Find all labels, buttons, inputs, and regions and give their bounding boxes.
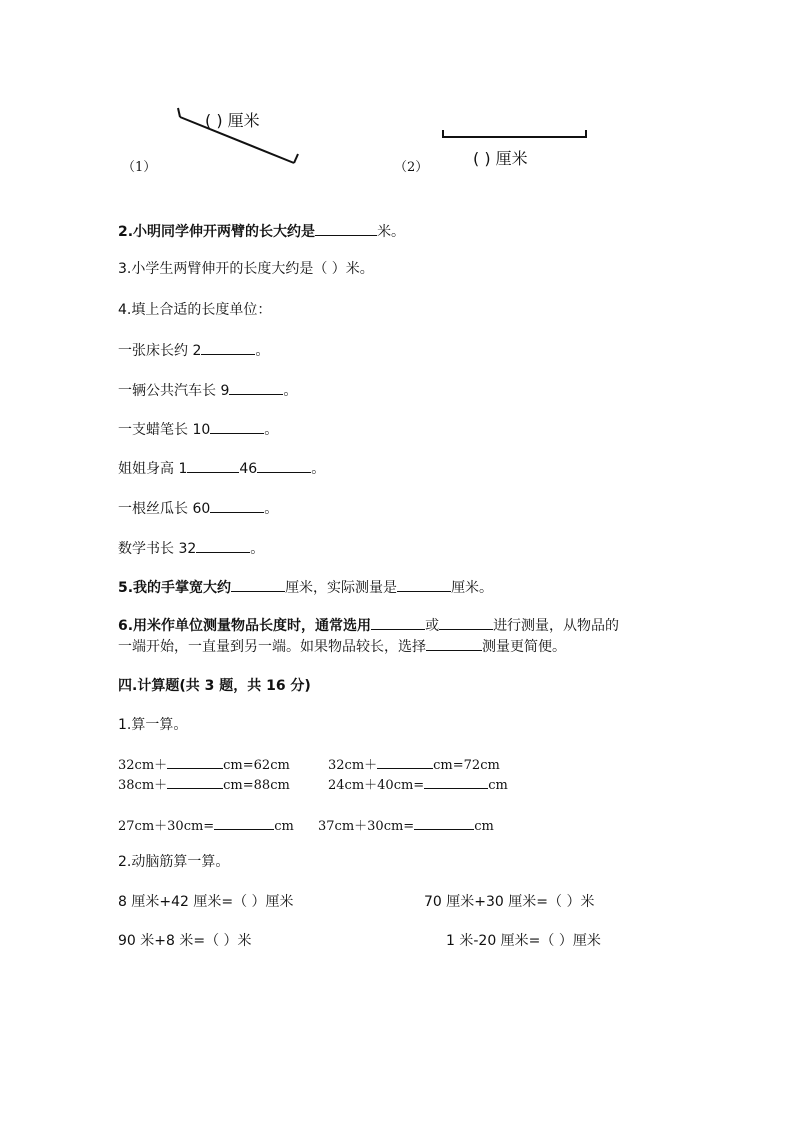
q6-text-or: 或 <box>425 618 440 634</box>
answer-blank[interactable] <box>315 221 377 236</box>
answer-blank[interactable] <box>257 458 311 473</box>
calc-text: cm=88cm <box>223 778 290 793</box>
q4-item-mid: 46 <box>239 461 258 477</box>
q4-item-sister <box>118 458 325 478</box>
calc-text: cm <box>474 819 494 834</box>
question-4-title: 4.填上合适的长度单位： <box>118 302 272 318</box>
calc-text: 32cm＋ <box>328 758 378 773</box>
answer-blank[interactable] <box>210 419 264 434</box>
fig1-label: （1） <box>122 160 157 175</box>
answer-blank[interactable] <box>210 498 264 513</box>
q5-text-mid: 厘米，实际测量是 <box>285 580 398 596</box>
q6-text-line2-end: 测量更简便。 <box>482 639 566 655</box>
calc-1-row-2-left <box>118 776 290 794</box>
answer-blank[interactable] <box>201 340 255 355</box>
q6-text-line2: 一端开始，一直量到另一端。如果物品较长，选择 <box>118 639 426 655</box>
answer-blank[interactable] <box>414 817 474 830</box>
calc-text: 37cm＋30cm= <box>318 819 415 834</box>
q4-item-end: 。 <box>283 383 298 399</box>
q4-item-end: 。 <box>311 461 326 477</box>
q4-item-bus <box>118 380 297 400</box>
q4-item-end: 。 <box>255 343 270 359</box>
q4-item-text: 一张床长约 2 <box>118 343 202 359</box>
q4-item-text: 数学书长 32 <box>118 541 197 557</box>
q6-text-end: 进行测量，从物品的 <box>493 618 620 634</box>
q4-item-crayon <box>118 419 278 439</box>
q6-text: 6.用米作单位测量物品长度时，通常选用 <box>118 618 372 634</box>
q4-item-bed <box>118 340 269 360</box>
q4-item-text: 一辆公共汽车长 9 <box>118 383 230 399</box>
calc-text: 24cm＋40cm= <box>328 778 425 793</box>
calc-2-expr-2: 70 厘米+30 厘米=（ ）米 <box>424 894 595 910</box>
fig2-caption: ( ) 厘米 <box>473 149 528 168</box>
question-6-line-1 <box>118 615 619 635</box>
fig1-caption: ( ) 厘米 <box>205 111 260 130</box>
calc-1-row-2-right <box>328 776 508 794</box>
q5-text: 5.我的手掌宽大约 <box>118 580 232 596</box>
question-5 <box>118 577 493 597</box>
calc-1-row-3-left <box>118 817 294 835</box>
section-4-title: 四.计算题(共 3 题，共 16 分) <box>118 678 311 694</box>
calc-1-title: 1.算一算。 <box>118 717 188 733</box>
answer-blank[interactable] <box>229 380 283 395</box>
answer-blank[interactable] <box>167 776 223 789</box>
calc-2-title: 2.动脑筋算一算。 <box>118 854 230 870</box>
answer-blank[interactable] <box>424 776 488 789</box>
calc-text: 27cm＋30cm= <box>118 819 215 834</box>
calc-text: 32cm＋ <box>118 758 168 773</box>
q4-item-end: 。 <box>264 501 279 517</box>
calc-text: cm <box>274 819 294 834</box>
q2-unit: 米。 <box>377 224 406 240</box>
question-3: 3.小学生两臂伸开的长度大约是（ ）米。 <box>118 261 374 277</box>
calc-2-expr-3: 90 米+8 米=（ ）米 <box>118 933 252 949</box>
q4-item-text: 一支蜡笔长 10 <box>118 422 211 438</box>
answer-blank[interactable] <box>371 615 425 630</box>
answer-blank[interactable] <box>426 636 482 651</box>
q4-item-end: 。 <box>264 422 279 438</box>
q2-text: 2.小明同学伸开两臂的长大约是 <box>118 224 316 240</box>
segment-figure-2 <box>438 128 592 142</box>
answer-blank[interactable] <box>214 817 274 830</box>
answer-blank[interactable] <box>196 538 250 553</box>
question-2 <box>118 221 405 241</box>
answer-blank[interactable] <box>231 577 285 592</box>
q4-item-end: 。 <box>250 541 265 557</box>
calc-text: cm=72cm <box>433 758 500 773</box>
calc-2-expr-1: 8 厘米+42 厘米=（ ）厘米 <box>118 894 294 910</box>
answer-blank[interactable] <box>167 756 223 769</box>
calc-text: cm=62cm <box>223 758 290 773</box>
calc-text: 38cm＋ <box>118 778 168 793</box>
calc-1-row-1-right <box>328 756 500 774</box>
calc-text: cm <box>488 778 508 793</box>
question-6-line-2 <box>118 636 566 656</box>
q4-item-book <box>118 538 264 558</box>
q5-text-end: 厘米。 <box>451 580 494 596</box>
answer-blank[interactable] <box>377 756 433 769</box>
answer-blank[interactable] <box>397 577 451 592</box>
fig2-label: （2） <box>394 160 429 175</box>
q4-item-text: 一根丝瓜长 60 <box>118 501 211 517</box>
q4-item-text: 姐姐身高 1 <box>118 461 188 477</box>
calc-2-expr-4: 1 米-20 厘米=（ ）厘米 <box>446 933 601 949</box>
calc-1-row-1-left <box>118 756 290 774</box>
q4-item-melon <box>118 498 278 518</box>
answer-blank[interactable] <box>187 458 239 473</box>
answer-blank[interactable] <box>439 615 493 630</box>
calc-1-row-3-right <box>318 817 494 835</box>
